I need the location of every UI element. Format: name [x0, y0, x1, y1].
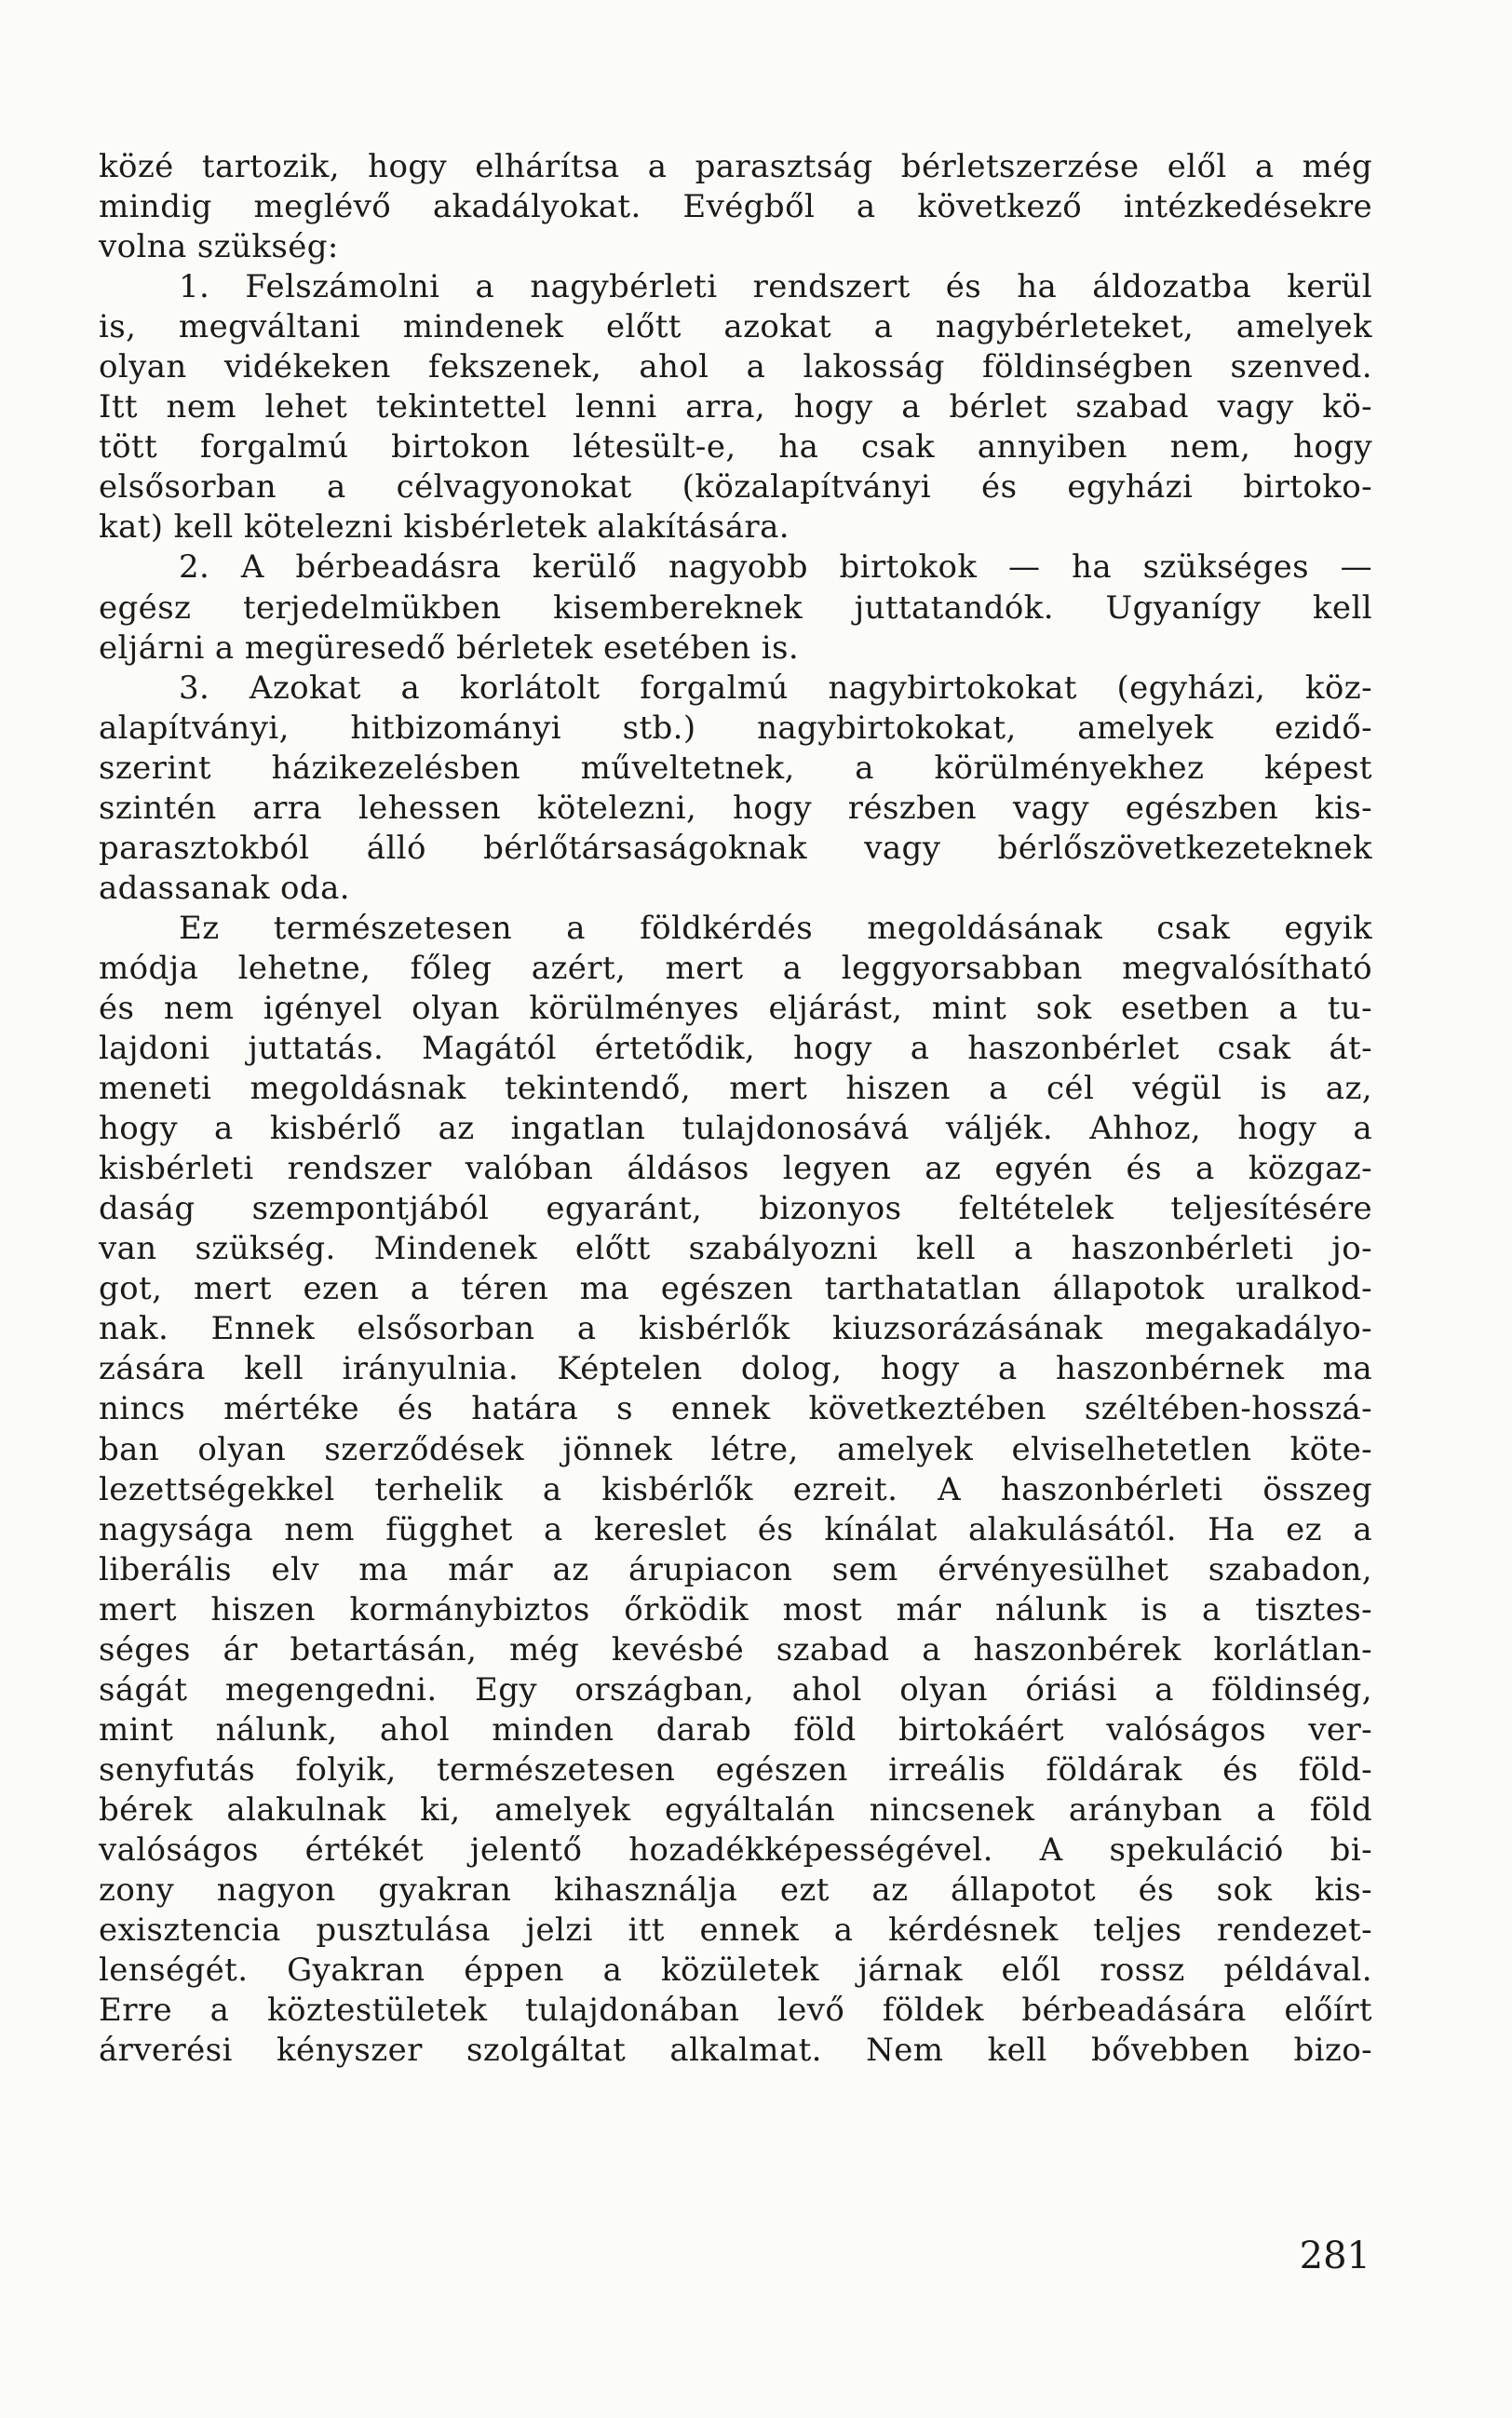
text-line: meneti megoldásnak tekintendő, mert hiszen a cél végül is az,	[99, 1070, 1372, 1108]
text-line: kat) kell kötelezni kisbérletek alakítására.	[99, 508, 790, 547]
text-line: nagysága nem függhet a kereslet és kínálat alakulásától. Ha ez a	[99, 1510, 1372, 1548]
text-line: nak. Ennek elsősorban a kisbérlők kiuzsorázásának megakadályo-	[99, 1310, 1372, 1348]
text-line: zására kell irányulnia. Képtelen dolog, hogy a haszonbérnek ma	[99, 1350, 1372, 1388]
text-line: tött forgalmú birtokon létesült-e, ha csak annyiben nem, hogy	[99, 428, 1372, 466]
text-line: bérek alakulnak ki, amelyek egyáltalán nincsenek arányban a föld	[99, 1790, 1372, 1829]
text-line: 1. Felszámolni a nagybérleti rendszert és ha áldozatba kerül	[179, 268, 1372, 306]
text-line: exisztencia pusztulása jelzi itt ennek a kérdésnek teljes rendezet-	[99, 1911, 1372, 1950]
text-line: közé tartozik, hogy elhárítsa a parasztság bérletszerzése elől a még	[99, 148, 1372, 185]
text-line: Erre a köztestületek tulajdonában levő földek bérbeadására előírt	[99, 1992, 1372, 2030]
text-line: egész terjedelmükben kisembereknek juttatandók. Ugyanígy kell	[99, 588, 1372, 627]
text-line: mindig meglévő akadályokat. Evégből a következő intézkedésekre	[99, 188, 1372, 226]
text-line: daság szempontjából egyaránt, bizonyos feltételek teljesítésére	[99, 1190, 1372, 1228]
text-line: szintén arra lehessen kötelezni, hogy részben vagy egészben kis-	[99, 789, 1372, 827]
text-line: módja lehetne, főleg azért, mert a leggyorsabban megvalósítható	[99, 949, 1372, 987]
text-line: eljárni a megüresedő bérletek esetében is.	[99, 628, 800, 667]
text-line: nincs mértéke és határa s ennek következtében széltében-hosszá-	[99, 1390, 1372, 1428]
body-text	[99, 147, 1372, 2071]
text-line: ban olyan szerződések jönnek létre, amelyek elviselhetetlen köte-	[99, 1430, 1372, 1468]
page-number: 281	[1299, 2235, 1370, 2277]
text-line: valóságos értékét jelentő hozadékképességével. A spekuláció bi-	[99, 1830, 1372, 1869]
text-line: árverési kényszer szolgáltat alkalmat. Nem kell bővebben bizo-	[99, 2032, 1372, 2070]
text-line: is, megváltani mindenek előtt azokat a nagybérleteket, amelyek	[99, 308, 1372, 346]
text-line: séges ár betartásán, még kevésbé szabad a haszonbérek korlátlan-	[99, 1630, 1372, 1668]
text-line: lajdoni juttatás. Magától értetődik, hogy a haszonbérlet csak át-	[99, 1030, 1372, 1068]
text-line: alapítványi, hitbizományi stb.) nagybirtokokat, amelyek ezidő-	[99, 709, 1372, 747]
text-line: mint nálunk, ahol minden darab föld birtokáért valóságos ver-	[99, 1710, 1372, 1749]
text-line: 2. A bérbeadásra kerülő nagyobb birtokok — ha szükséges —	[179, 548, 1372, 587]
text-line: parasztokból álló bérlőtársaságoknak vagy bérlőszövetkezeteknek	[99, 829, 1372, 867]
text-line: volna szükség:	[99, 228, 339, 266]
text-line: olyan vidékeken fekszenek, ahol a lakosság földinségben szenved.	[99, 348, 1372, 386]
text-line: hogy a kisbérlő az ingatlan tulajdonosává váljék. Ahhoz, hogy a	[99, 1110, 1372, 1148]
text-line: és nem igényel olyan körülményes eljárást, mint sok esetben a tu-	[99, 989, 1372, 1027]
text-line: senyfutás folyik, természetesen egészen irreális földárak és föld-	[99, 1750, 1372, 1789]
text-line: Itt nem lehet tekintettel lenni arra, hogy a bérlet szabad vagy kö-	[99, 388, 1372, 426]
text-line: kisbérleti rendszer valóban áldásos legyen az egyén és a közgaz-	[99, 1150, 1372, 1188]
text-line: mert hiszen kormánybiztos őrködik most már nálunk is a tisztes-	[99, 1590, 1372, 1628]
text-line: adassanak oda.	[99, 869, 350, 907]
text-line: lenségét. Gyakran éppen a közületek járnak elől rossz példával.	[99, 1952, 1372, 1990]
text-line: elsősorban a célvagyonokat (közalapítványi és egyházi birtoko-	[99, 468, 1372, 507]
text-line: 3. Azokat a korlátolt forgalmú nagybirtokokat (egyházi, köz-	[179, 669, 1372, 707]
text-line: lezettségekkel terhelik a kisbérlők ezreit. A haszonbérleti összeg	[99, 1470, 1372, 1508]
text-line: zony nagyon gyakran kihasználja ezt az állapotot és sok kis-	[99, 1871, 1372, 1910]
text-line: Ez természetesen a földkérdés megoldásának csak egyik	[179, 909, 1372, 947]
text-line: szerint házikezelésben műveltetnek, a körülményekhez képest	[99, 749, 1372, 787]
text-line: got, mert ezen a téren ma egészen tarthatatlan állapotok uralkod-	[99, 1270, 1372, 1308]
text-line: ságát megengedni. Egy országban, ahol olyan óriási a földinség,	[99, 1670, 1372, 1709]
text-line: van szükség. Mindenek előtt szabályozni kell a haszonbérleti jo-	[99, 1230, 1372, 1268]
text-line: liberális elv ma már az árupiacon sem érvényesülhet szabadon,	[99, 1550, 1372, 1588]
